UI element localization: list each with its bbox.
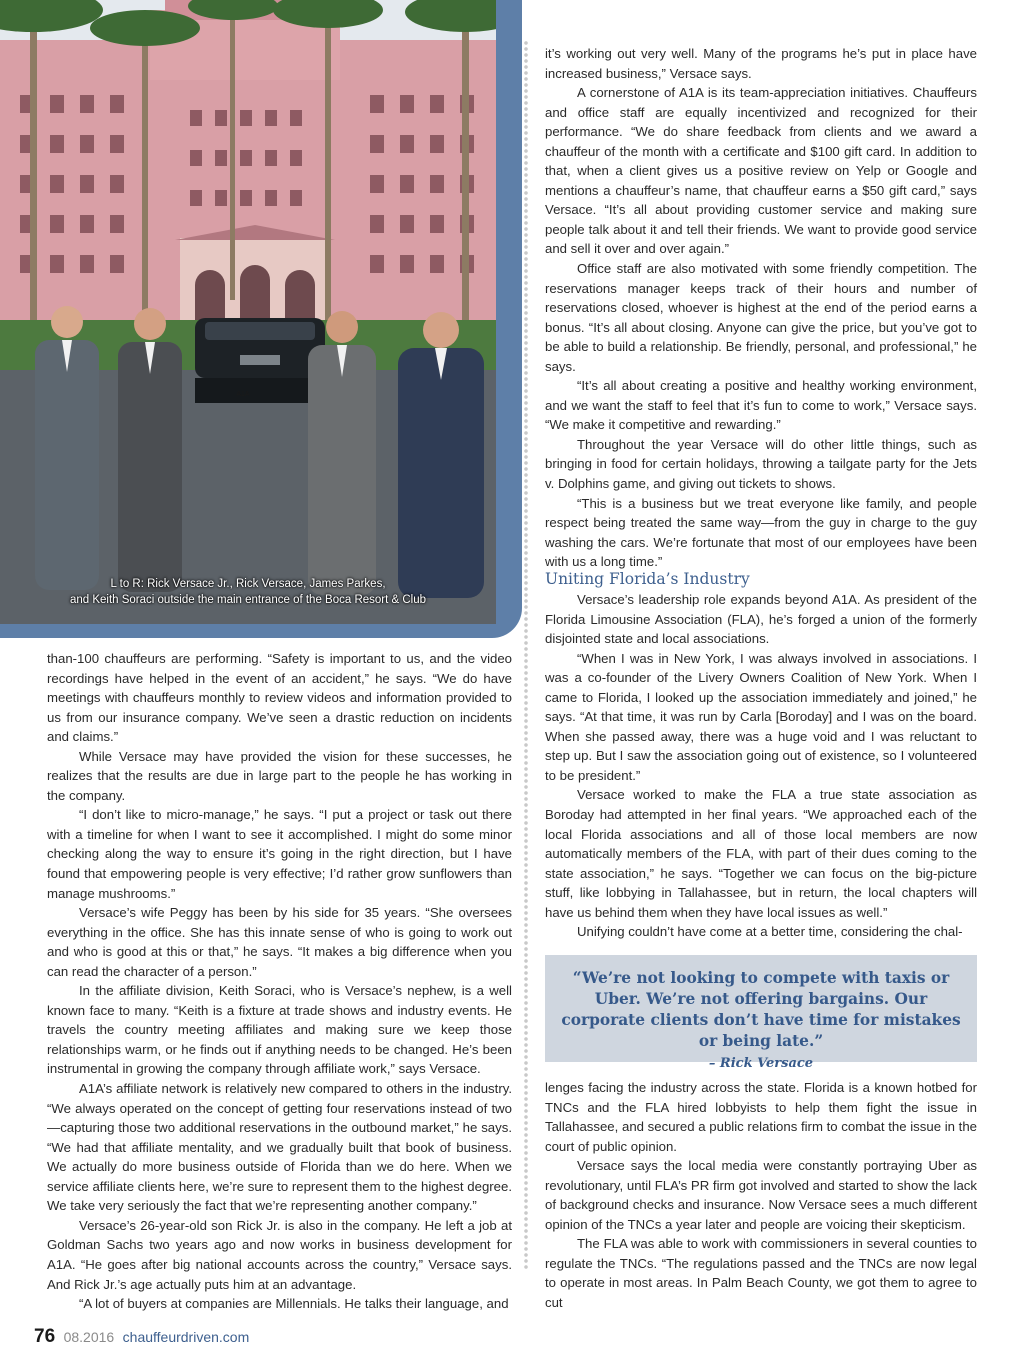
pull-quote-text: “We’re not looking to compete with taxis or Uber. We’re not offering bargains. Our corporate clients don’t have time for mistakes or being late.” bbox=[561, 969, 961, 1050]
paragraph: Versace’s wife Peggy has been by his side for 35 years. “She oversees everything in the office. She has this innate sense of who is going to work out and who is good at this or that,” he says. “It makes a big difference when you can read the character of a person.” bbox=[47, 905, 512, 979]
section-heading: Uniting Florida’s Industry bbox=[545, 570, 750, 588]
paragraph: Versace’s leadership role expands beyond A1A. As president of the Florida Limousine Association (FLA), he’s forged a union of the formerly disjointed state and local associations. bbox=[545, 592, 977, 647]
paragraph: Versace says the local media were constantly portraying Uber as revolutionary, until FLA’s PR firm got involved and started to show the lack of background checks and insurance. Now Versace sees a much different opinion of the TNCs a year later and people are voicing their skepticism. bbox=[545, 1158, 977, 1232]
paragraph: A cornerstone of A1A is its team-appreciation initiatives. Chauffeurs and office staff are equally incentivized and recognized for their performance. “We do share feedback from clients and we award a chauffeur of the month with a certificate and $100 gift card. In addition to that, when a client gives us a positive review on Yelp or Google and mentions a chauffeur’s name, that chauffeur earns a $50 gift card,” says Versace. “It’s all about providing customer service and making sure people talk about it and tell their friends. We want to provide good service and sell it over and over again.” bbox=[545, 85, 977, 257]
paragraph: “When I was in New York, I was always involved in associations. I was a co-founder of the Livery Owners Coalition of New York. When I came to Florida, I looked up the association immediately and joined,” he says. “At that time, it was run by Carla [Boroday] and I was on the board. When she passed away, there was a huge void and I was reluctant to step up. But I saw the association going out of existence, so I volunteered to be president.” bbox=[545, 650, 977, 783]
photo-caption bbox=[0, 576, 496, 608]
paragraph: Versace’s 26-year-old son Rick Jr. is also in the company. He left a job at Goldman Sachs two years ago and now works in business development for A1A. “He goes after big national accounts across the country,” Versace says. And Rick Jr.’s age actually puts him at an advantage. bbox=[47, 1217, 512, 1292]
right-column-bottom bbox=[545, 1078, 977, 1313]
paragraph: “I don’t like to micro-manage,” he says. “I put a project or task out there with a timeline for when I want to see it accomplished. I might do some minor checking along the way to ensure it’s going in the right direction, but I have found that empowering people is very effective; I’d rather grow sunflowers than manage mushrooms.” bbox=[47, 807, 512, 901]
issue-date: 08.2016 bbox=[63, 1329, 115, 1345]
photo-caption-line-2: and Keith Soraci outside the main entrance of the Boca Resort & Club bbox=[69, 594, 427, 606]
paragraph: While Versace may have provided the vision for these successes, he realizes that the results are due in large part to the people he has working in the company. bbox=[47, 748, 512, 803]
paragraph: “It’s all about creating a positive and healthy working environment, and we want the staff to feel that it’s fun to come to work,” Versace says. “We make it competitive and rewarding.” bbox=[545, 378, 977, 433]
license-plate-text: A1A bbox=[236, 391, 250, 398]
column-divider bbox=[521, 40, 531, 1270]
paragraph: “A lot of buyers at companies are Millennials. He talks their language, and bbox=[79, 1296, 509, 1312]
left-column bbox=[47, 649, 512, 1314]
site-url[interactable]: chauffeurdriven.com bbox=[122, 1329, 250, 1345]
paragraph: The FLA was able to work with commissioners in several counties to regulate the TNCs. “The regulations passed and the TNCs are now legal to operate in most areas. In Palm Beach County, we got them to agree to cut bbox=[545, 1236, 977, 1311]
paragraph: A1A’s affiliate network is relatively new compared to others in the industry. “We always operated on the concept of getting four reservations instead of two—capturing those two additional reservations in the outbound market,” he says. “We had that affiliate mentality, and we gradually built that book of business. We actually do more business outside of Florida than we do here. When we service affiliate clients here, we’re sure to represent them to the highest degree. We take very seriously the fact that we’re representing another company.” bbox=[47, 1081, 512, 1214]
pull-quote-attribution: – Rick Versace bbox=[708, 1056, 814, 1071]
paragraph: it’s working out very well. Many of the programs he’s put in place have increased business,” Versace says. bbox=[545, 46, 977, 81]
group-photo bbox=[0, 0, 496, 624]
paragraph: than-100 chauffeurs are performing. “Safety is important to us, and the video recordings have helped in the event of an accident,” he says. “We do have meetings with chauffeurs monthly to review videos and information provided to us from our insurance company. We’ve seen a drastic reduction on incidents and claims.” bbox=[47, 651, 512, 745]
pull-quote bbox=[545, 955, 977, 1071]
page-footer bbox=[34, 1326, 249, 1354]
photo-illustration bbox=[0, 0, 496, 624]
photo-frame bbox=[0, 0, 522, 638]
paragraph: Throughout the year Versace will do other little things, such as bringing in food for certain holidays, throwing a tailgate party for the Jets v. Dolphins game, and giving out tickets to shows. bbox=[545, 436, 977, 492]
paragraph: “This is a business but we treat everyone like family, and people respect being treated the same way—from the guy in charge to the guy washing the cars. We’re fortunate that most of our employees have been with us a long time.” bbox=[545, 495, 977, 570]
paragraph: Office staff are also motivated with some friendly competition. The reservations manager keeps track of their hours and number of reservations closed, whoever is highest at the end of the period earns a bonus. “It’s all about closing. Anyone can give the price, but you’ve got to be able to build a relationship. Be friendly, personal, and professional,” he says. bbox=[545, 261, 977, 374]
paragraph: Unifying couldn’t have come at a better time, considering the chal- bbox=[577, 924, 963, 940]
paragraph: Versace worked to make the FLA a true state association as Boroday had attempted in her final years. “We approached each of the local Florida associations and all of those local members are now automatically members of the FLA, with part of their dues coming to the state association,” he says. “Together we can focus on the big-picture stuff, like lobbying in Tallahassee, but in return, the local chapters will have us behind them when they have local issues as well.” bbox=[545, 787, 977, 920]
section-body bbox=[545, 590, 977, 942]
page-number: 76 bbox=[34, 1326, 56, 1347]
car-illustration bbox=[195, 318, 325, 403]
paragraph: In the affiliate division, Keith Soraci, who is Versace’s nephew, is a well known face to many. “Keith is a fixture at trade shows and industry events. He travels the country meeting affiliates and making sure we keep those relationships warm, or he finds out if anything needs to be changed. He’s been instrumental in growing the company through affiliate work,” says Versace. bbox=[47, 983, 512, 1077]
photo-caption-line-1: L to R: Rick Versace Jr., Rick Versace, James Parkes, bbox=[110, 578, 386, 590]
right-column-top bbox=[545, 44, 977, 572]
paragraph: lenges facing the industry across the state. Florida is a known hotbed for TNCs and the FLA hired lobbyists to help them fight the issue in Tallahassee, and secured a public relations firm to combat the issue in the court of public opinion. bbox=[545, 1080, 977, 1154]
